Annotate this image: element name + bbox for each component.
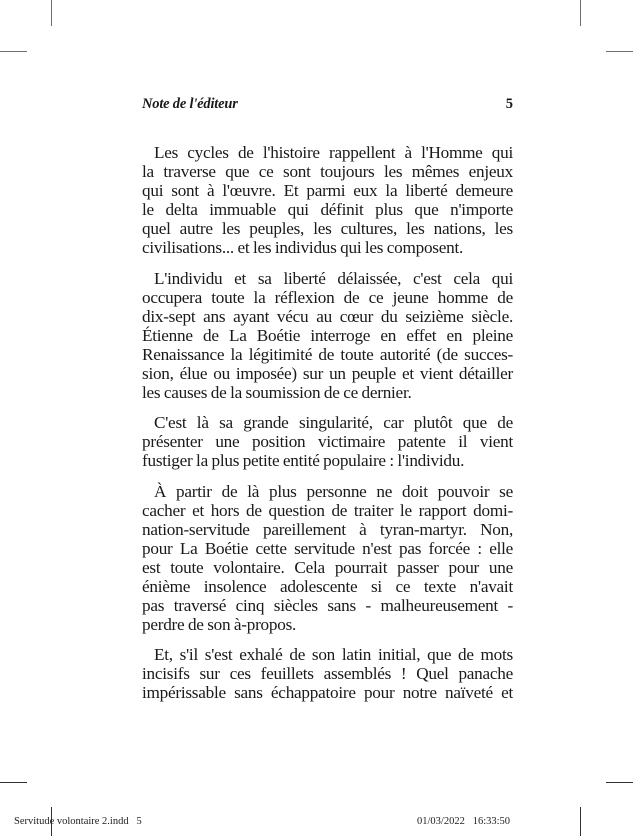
text-line: qui sont à l'œuvre. Et parmi eux la liberté demeure bbox=[142, 181, 513, 201]
text-line: À partir de là plus personne ne doit pouvoir se bbox=[154, 481, 513, 501]
text-line: est toute volontaire. Cela pourrait passer pour une bbox=[142, 557, 513, 577]
text-line: pas traversé cinq siècles sans - malheureusement - bbox=[142, 596, 513, 616]
text-line: présenter une position victimaire patente il vient bbox=[142, 432, 513, 452]
crop-mark-bottom-right-horizontal bbox=[606, 782, 633, 783]
crop-mark-top-right-vertical bbox=[580, 0, 581, 26]
text-line: quel autre les peuples, les cultures, les nations, les bbox=[142, 219, 513, 239]
text-line: occupera toute la réflexion de ce jeune homme de bbox=[142, 287, 513, 307]
text-line: L'individu et sa liberté délaissée, c'est cela qui bbox=[154, 268, 513, 288]
text-line: perdre de son à-propos. bbox=[142, 615, 297, 635]
text-line: fustiger la plus petite entité populaire : l'individu. bbox=[142, 451, 465, 471]
crop-mark-bottom-right-vertical bbox=[580, 807, 581, 836]
text-line: C'est là sa grande singularité, car plutôt que de bbox=[154, 413, 513, 433]
text-line: pour La Boétie cette servitude n'est pas forcée : elle bbox=[142, 538, 513, 558]
slug-timestamp: 01/03/2022 16:33:50 bbox=[417, 816, 511, 827]
crop-mark-bottom-left-horizontal bbox=[0, 782, 27, 783]
text-line: incisifs sur ces feuillets assemblés ! Quel panache bbox=[142, 664, 513, 684]
crop-mark-top-left-horizontal bbox=[0, 51, 27, 52]
crop-mark-top-right-horizontal bbox=[606, 51, 633, 52]
text-line: les causes de la soumission de ce dernier. bbox=[142, 383, 412, 403]
running-head bbox=[142, 96, 513, 116]
paragraph bbox=[142, 482, 513, 635]
text-line: civilisations... et les individus qui les composent. bbox=[142, 238, 464, 258]
paragraph bbox=[142, 413, 513, 470]
crop-mark-top-left-vertical bbox=[51, 0, 52, 26]
text-line: cacher et hors de question de traiter le rapport domi- bbox=[142, 500, 513, 520]
running-head-title: Note de l'éditeur bbox=[142, 96, 238, 112]
slug-file-info: Servitude volontaire 2.indd 5 bbox=[14, 816, 142, 827]
paragraph bbox=[142, 143, 513, 258]
text-line: impérissable sans échappatoire pour notre naïveté et bbox=[142, 683, 513, 703]
text-line: dix-sept ans ayant vécu au cœur du seizième siècle. bbox=[142, 306, 513, 326]
text-line: nation-servitude pareillement à tyran-martyr. Non, bbox=[142, 519, 513, 539]
text-line: sion, élue ou imposée) sur un peuple et vient détailler bbox=[142, 364, 513, 384]
page-number: 5 bbox=[505, 96, 513, 112]
paragraph bbox=[142, 269, 513, 403]
text-line: Étienne de La Boétie interroge en effet en pleine bbox=[142, 325, 513, 345]
text-line: la traverse que ce sont toujours les mêmes enjeux bbox=[142, 162, 513, 182]
text-line: Et, s'il s'est exhalé de son latin initial, que de mots bbox=[154, 645, 513, 665]
text-line: énième insolence adolescente si ce texte n'avait bbox=[142, 576, 513, 596]
body-text bbox=[142, 143, 513, 714]
text-line: Renaissance la légitimité de toute autorité (de succes- bbox=[142, 344, 513, 364]
text-line: Les cycles de l'histoire rappellent à l'Homme qui bbox=[154, 143, 513, 162]
paragraph bbox=[142, 645, 513, 702]
text-line: le delta immuable qui définit plus que n'importe bbox=[142, 200, 513, 220]
